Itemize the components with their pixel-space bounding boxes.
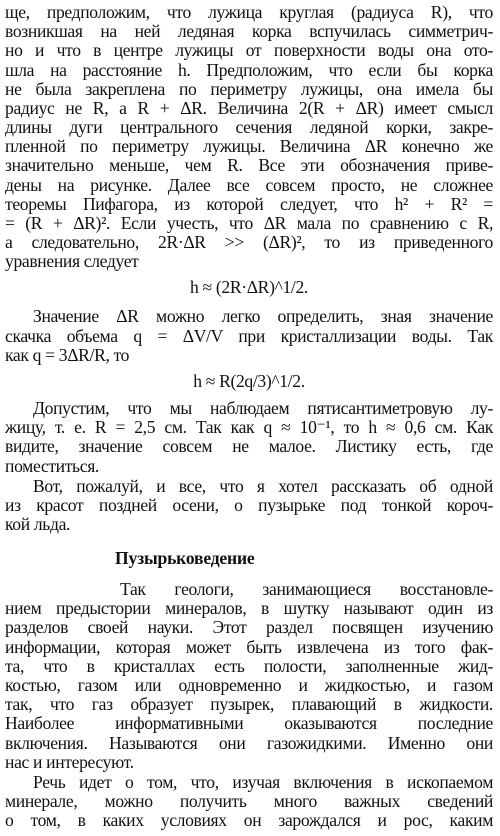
text-line: видите, значение совсем не малое. Листику есть, где <box>5 436 493 457</box>
text-line: разделов своей науки. Этот раздел посвящен изучению <box>5 617 493 638</box>
text-line: возникшая на ней ледяная корка вспучилась симметрич- <box>5 21 493 42</box>
text-line: шла на расстояние h. Предположим, что если бы корка <box>5 59 493 80</box>
text-line: жицу, т. е. R = 2,5 см. Так как q ≈ 10⁻¹, то h ≈ 0,6 см. Как <box>5 417 493 438</box>
formula-2: h ≈ R(2q/3)^1/2. <box>193 370 305 391</box>
formula-1: h ≈ (2R·ΔR)^1/2. <box>190 277 308 298</box>
text-line: длины дуги центрального сечения ледяной корки, закре- <box>5 117 493 138</box>
text-line: а следовательно, 2R·ΔR >> (ΔR)², то из приведенного <box>5 232 493 253</box>
text-line: скачка объема q = ΔV/V при кристаллизации воды. Так <box>5 325 493 346</box>
text-line: так, что газ образует пузырек, плавающий в жидкости. <box>5 694 493 715</box>
text-line: Наиболее информативными оказываются последние <box>5 713 493 734</box>
text-line: кой льда. <box>5 514 71 534</box>
text-line: костью, газом или одновременно и жидкостью, и газом <box>5 674 493 695</box>
text-line: о том, в каких условиях он зарождался и рос, каким <box>5 810 493 830</box>
text-line: Значение ΔR можно легко определить, зная значение <box>33 306 493 327</box>
text-line: значительно меньше, чем R. Все эти обозначения приве- <box>5 155 493 176</box>
text-line: нием предыстории минералов, в шутку называют один из <box>5 598 493 619</box>
text-line: не была закреплена по периметру лужицы, она имела бы <box>5 78 493 99</box>
text-line: теоремы Пифагора, из которой следует, что h² + R² = <box>5 193 493 214</box>
text-line: Речь идет о том, что, изучая включения в ископаемом <box>33 771 493 792</box>
text-line: дены на рисунке. Далее все совсем просто, не сложнее <box>5 174 493 195</box>
text-line: Допустим, что мы наблюдаем пятисантиметровую лу- <box>33 398 493 419</box>
text-line: пленной по периметру лужицы. Величина ΔR конечно же <box>5 136 493 157</box>
text-line: из красот поздней осени, о пузырьке под тонкой короч- <box>5 494 493 515</box>
text-line: радиус не R, а R + ΔR. Величина 2(R + ΔR) имеет смысл <box>5 97 493 118</box>
text-line: та, что в кристаллах есть полости, заполненные жид- <box>5 655 493 676</box>
text-line: Так геологи, занимающиеся восстановле- <box>120 579 493 599</box>
text-line: минерале, можно получить много важных сведений <box>5 790 493 811</box>
text-line: как q = 3ΔR/R, то <box>5 344 130 365</box>
text-line: = (R + ΔR)². Если учесть, что ΔR мала по сравнению с R, <box>5 213 493 233</box>
text-line: Вот, пожалуй, и все, что я хотел рассказать об одной <box>33 475 493 496</box>
text-line: нас и интересуют. <box>5 751 134 772</box>
text-line: но и что в центре лужицы от поверхности воды она ото- <box>5 40 493 61</box>
text-line: ще, предположим, что лужица круглая (радиуса R), что <box>5 2 493 22</box>
text-line: включения. Называются они газожидкими. Именно они <box>5 732 493 753</box>
section-heading: Пузырьковедение <box>115 548 255 569</box>
text-line: информации, которая может быть извлечена из того фак- <box>5 636 493 657</box>
text-line: поместиться. <box>5 455 99 476</box>
text-line: уравнения следует <box>5 251 139 272</box>
